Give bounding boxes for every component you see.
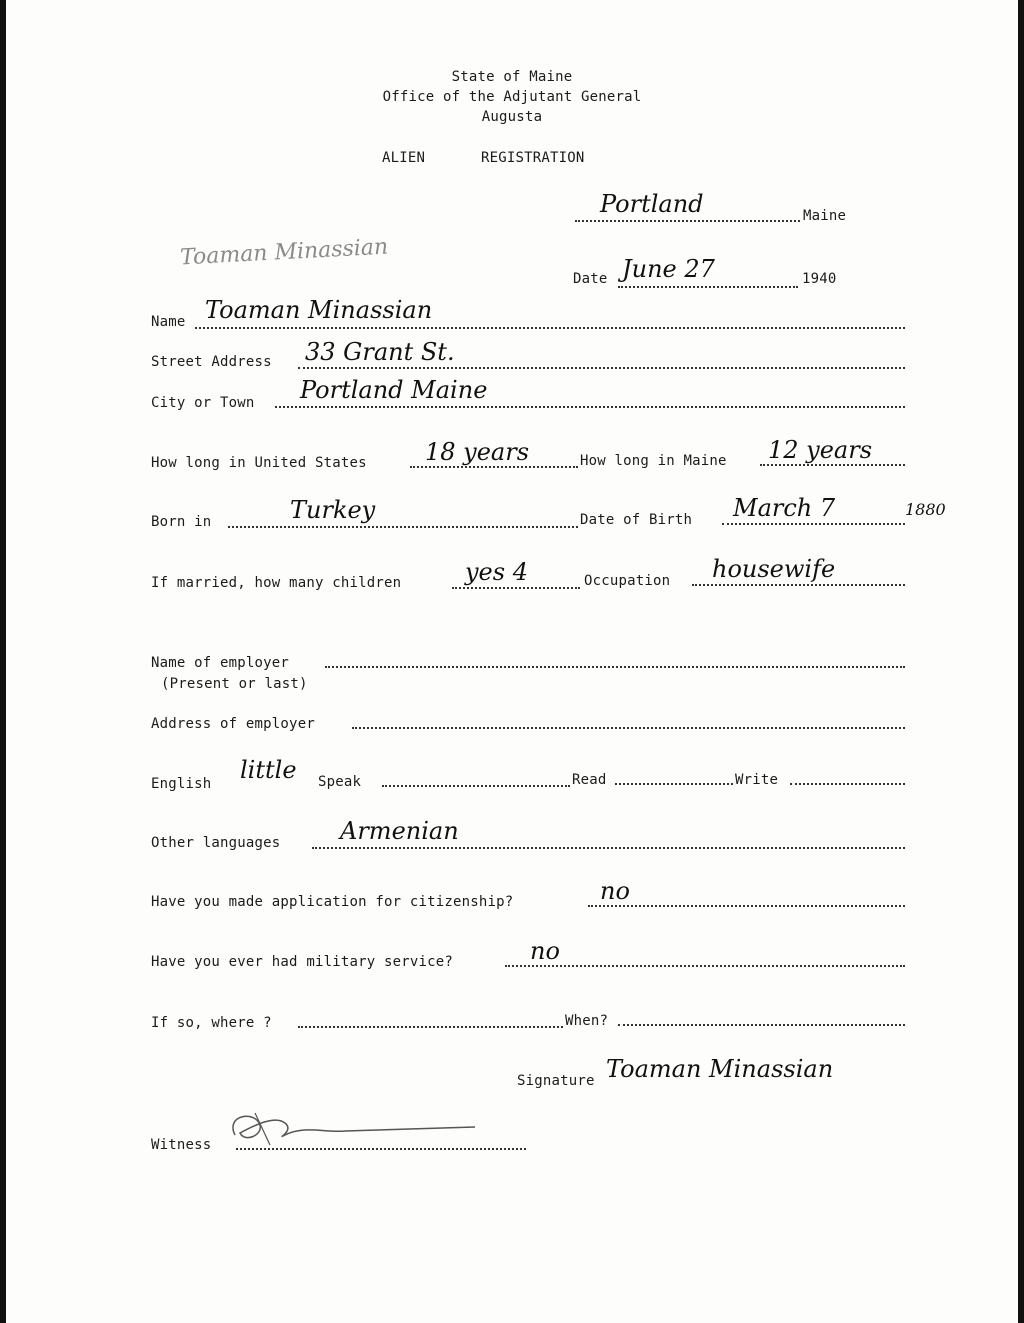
other-languages-dots bbox=[312, 845, 905, 849]
form-title-alien: ALIEN bbox=[382, 150, 426, 166]
form-title-registration: REGISTRATION bbox=[481, 150, 585, 166]
english-label: English bbox=[151, 776, 212, 792]
pencil-annotation: Toaman Minassian bbox=[179, 234, 389, 271]
signature-label: Signature bbox=[517, 1073, 595, 1089]
witness-signature-scribble bbox=[215, 1105, 485, 1150]
name-value: Toaman Minassian bbox=[205, 296, 433, 324]
name-dots bbox=[195, 325, 905, 329]
citizenship-dots bbox=[588, 903, 905, 907]
name-label: Name bbox=[151, 314, 186, 330]
place-state-label: Maine bbox=[803, 208, 847, 224]
header-city: Augusta bbox=[481, 109, 543, 125]
born-value: Turkey bbox=[290, 496, 376, 524]
witness-label: Witness bbox=[151, 1137, 212, 1153]
header-state: State of Maine bbox=[451, 69, 573, 85]
read-label: Read bbox=[572, 772, 607, 788]
date-value: June 27 bbox=[622, 255, 715, 283]
us-label: How long in United States bbox=[151, 455, 367, 471]
employer-address-label: Address of employer bbox=[151, 716, 315, 732]
military-dots bbox=[505, 963, 905, 967]
other-languages-value: Armenian bbox=[340, 817, 459, 845]
children-value: yes 4 bbox=[465, 558, 528, 586]
dob-year: 1880 bbox=[905, 500, 946, 519]
write-dots bbox=[790, 781, 905, 785]
street-label: Street Address bbox=[151, 354, 272, 370]
employer-sublabel: (Present or last) bbox=[161, 676, 308, 692]
when-label: When? bbox=[565, 1013, 609, 1029]
date-year: 1940 bbox=[802, 271, 837, 287]
city-dots bbox=[275, 404, 905, 408]
speak-dots bbox=[382, 783, 570, 787]
employer-label: Name of employer bbox=[151, 655, 290, 671]
scan-border-left bbox=[0, 0, 6, 1323]
write-label: Write bbox=[735, 772, 779, 788]
maine-value: 12 years bbox=[768, 436, 873, 464]
military-label: Have you ever had military service? bbox=[151, 954, 454, 970]
header-office: Office of the Adjutant General bbox=[382, 89, 642, 105]
date-dots bbox=[618, 284, 798, 288]
citizenship-label: Have you made application for citizenship? bbox=[151, 894, 514, 910]
english-value: little bbox=[240, 756, 297, 784]
where-label: If so, where ? bbox=[151, 1015, 272, 1031]
military-value: no bbox=[530, 937, 560, 965]
where-dots bbox=[298, 1024, 563, 1028]
employer-dots bbox=[325, 664, 905, 668]
maine-label: How long in Maine bbox=[580, 453, 727, 469]
born-dots bbox=[228, 524, 578, 528]
employer-address-dots bbox=[352, 725, 905, 729]
born-label: Born in bbox=[151, 514, 212, 530]
when-dots bbox=[618, 1022, 905, 1026]
scan-border-right bbox=[1018, 0, 1024, 1323]
read-dots bbox=[615, 781, 733, 785]
date-label: Date bbox=[573, 271, 608, 287]
children-label: If married, how many children bbox=[151, 575, 402, 591]
city-value: Portland Maine bbox=[300, 376, 488, 404]
us-value: 18 years bbox=[425, 438, 530, 466]
occupation-value: housewife bbox=[712, 555, 836, 583]
place-value: Portland bbox=[600, 190, 704, 218]
speak-label: Speak bbox=[318, 774, 362, 790]
city-label: City or Town bbox=[151, 395, 255, 411]
place-dots bbox=[575, 218, 800, 222]
dob-value: March 7 bbox=[733, 494, 836, 522]
citizenship-value: no bbox=[600, 877, 630, 905]
occupation-label: Occupation bbox=[584, 573, 671, 589]
street-value: 33 Grant St. bbox=[305, 338, 455, 366]
other-languages-label: Other languages bbox=[151, 835, 281, 851]
signature-value: Toaman Minassian bbox=[606, 1055, 834, 1083]
dob-label: Date of Birth bbox=[580, 512, 693, 528]
